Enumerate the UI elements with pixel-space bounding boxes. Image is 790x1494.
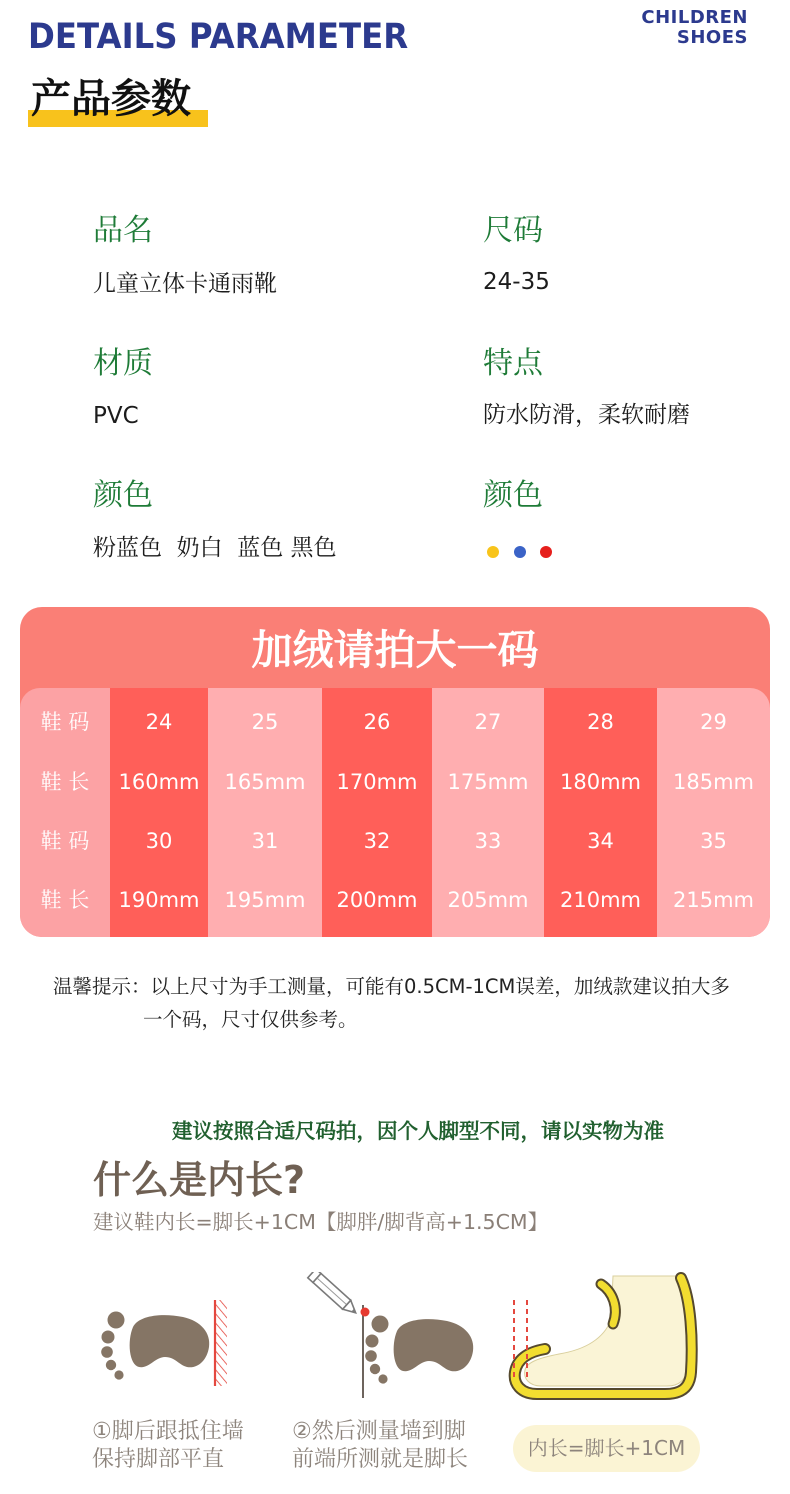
row-label-shoe-length: 鞋 长 [40, 770, 90, 794]
param-label-product-name: 品名 [93, 213, 153, 248]
row-label-shoe-size: 鞋 码 [40, 829, 90, 853]
step2-caption-line-1: ②然后测量墙到脚 [292, 1419, 466, 1444]
size-cell: 25 [251, 710, 279, 734]
length-cell: 175mm [447, 770, 529, 794]
param-value-features: 防水防滑，柔软耐磨 [483, 402, 690, 428]
page-title-en: DETAILS PARAMETER [28, 17, 409, 57]
footprint-icon [101, 1312, 209, 1380]
size-chart-title: 加绒请拍大一码 [251, 626, 539, 674]
size-cell: 27 [474, 710, 502, 734]
size-cell: 30 [145, 829, 173, 853]
measurement-note-line-1: 温馨提示：以上尺寸为手工测量，可能有0.5CM-1CM误差，加绒款建议拍大多 [53, 975, 730, 998]
param-value-size: 24-35 [483, 269, 550, 295]
pencil-measuring-footprint-icon [305, 1272, 480, 1402]
size-table-column-5 [544, 688, 657, 937]
inner-length-title: 什么是内长? [93, 1158, 306, 1202]
color-swatch-blue [514, 546, 526, 558]
row-label-shoe-length: 鞋 长 [40, 888, 90, 912]
size-advice: 建议按照合适尺码拍，因个人脚型不同，请以实物为准 [172, 1119, 664, 1143]
length-cell: 200mm [336, 888, 418, 912]
param-label-color-swatches: 颜色 [483, 478, 543, 513]
length-cell: 165mm [224, 770, 306, 794]
size-table-column-2 [208, 688, 322, 937]
param-label-size: 尺码 [483, 213, 543, 248]
length-cell: 195mm [224, 888, 306, 912]
row-label-shoe-size: 鞋 码 [40, 710, 90, 734]
size-table-column-3 [322, 688, 432, 937]
length-cell: 190mm [118, 888, 200, 912]
step1-caption-line-1: ①脚后跟抵住墙 [92, 1419, 244, 1444]
length-cell: 185mm [673, 770, 754, 794]
measurement-note-line-2: 一个码，尺寸仅供参考。 [143, 1008, 358, 1031]
inner-length-formula: 建议鞋内长=脚长+1CM【脚胖/脚背高+1.5CM】 [93, 1210, 549, 1234]
length-cell: 170mm [336, 770, 418, 794]
length-cell: 160mm [118, 770, 200, 794]
size-cell: 26 [363, 710, 391, 734]
section-title-product-params: 产品参数 [31, 76, 191, 122]
size-cell: 34 [587, 829, 614, 853]
footprint-against-wall-icon [95, 1292, 240, 1392]
length-cell: 210mm [560, 888, 641, 912]
param-label-material: 材质 [93, 346, 153, 381]
size-cell: 35 [700, 829, 727, 853]
size-table-label-column [20, 688, 110, 937]
pencil-icon [308, 1272, 360, 1317]
inner-length-result-badge [513, 1425, 700, 1472]
size-cell: 31 [251, 829, 279, 853]
size-table [20, 688, 770, 937]
brand-line-shoes: SHOES [676, 27, 748, 48]
measure-point-dot [361, 1308, 370, 1317]
size-chart-card [20, 607, 770, 937]
wall-icon [215, 1300, 227, 1386]
param-label-color: 颜色 [93, 478, 153, 513]
step2-caption-line-2: 前端所测就是脚长 [292, 1447, 469, 1472]
color-swatch-red [540, 546, 552, 558]
param-value-product-name: 儿童立体卡通雨靴 [93, 271, 277, 297]
length-cell: 205mm [447, 888, 529, 912]
size-cell: 32 [363, 829, 391, 853]
size-table-column-6 [657, 688, 770, 937]
footprint-icon [365, 1316, 473, 1384]
param-value-material: PVC [93, 403, 139, 429]
size-table-column-1 [110, 688, 208, 937]
boot-inner-length-icon [505, 1270, 700, 1405]
size-cell: 28 [587, 710, 614, 734]
inner-length-result-text: 内长=脚长+1CM [527, 1436, 686, 1460]
param-label-features: 特点 [483, 346, 543, 381]
step1-caption-line-2: 保持脚部平直 [92, 1447, 225, 1472]
brand-line-children: CHILDREN [641, 7, 748, 28]
size-cell: 29 [700, 710, 727, 734]
length-cell: 215mm [673, 888, 754, 912]
param-value-color: 粉蓝色 奶白 蓝色 黑色 [93, 535, 337, 561]
length-cell: 180mm [560, 770, 641, 794]
size-cell: 24 [145, 710, 173, 734]
size-table-column-4 [432, 688, 544, 937]
size-cell: 33 [474, 829, 502, 853]
color-swatch-yellow [487, 546, 499, 558]
